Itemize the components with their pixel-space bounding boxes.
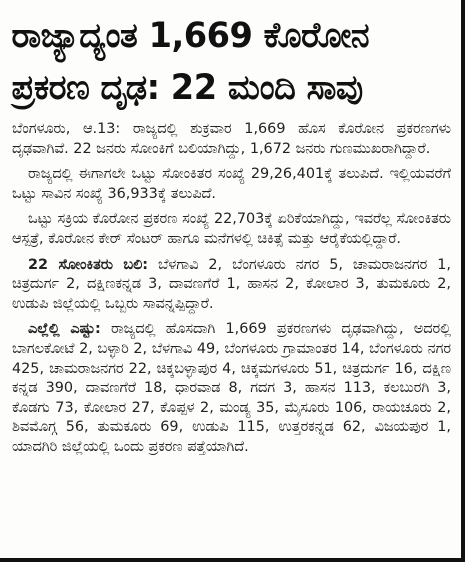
paragraph-district-cases <box>12 320 451 457</box>
headline-line-2: ಪ್ರಕರಣ ದೃಢ: 22 ಮಂದಿ ಸಾವು <box>11 68 363 108</box>
paragraph-total-cases: ರಾಜ್ಯದಲ್ಲಿ ಈಗಾಗಲೇ ಒಟ್ಟು ಸೋಂಕಿತರ ಸಂಖ್ಯೆ 29,26,401ಕ್ಕೆ ತಲುಪಿದೆ. ಇಲ್ಲಿಯವರೆಗೆ ಒಟ್ಟು ಸಾವಿನ ಸಂಖ್ಯೆ 36,933ಕ್ಕೆ ತಲುಪಿದೆ. <box>12 166 451 202</box>
paragraph-active-cases: ಒಟ್ಟು ಸಕ್ರಿಯ ಕೊರೋನ ಪ್ರಕರಣ ಸಂಖ್ಯೆ 22,703ಕ್ಕೆ ಏರಿಕೆಯಾಗಿದ್ದು, ಇವರೆಲ್ಲ ಸೋಂಕಿತರು ಆಸ್ಪತ್ರೆ, ಕೊರೋನ ಕೇರ್ ಸೆಂಟರ್ ಹಾಗೂ ಮನೆಗಳಲ್ಲಿ ಚಿಕಿತ್ಸೆ ಮತ್ತು ಆರೈಕೆಯಲ್ಲಿದ್ದಾರೆ. <box>12 211 451 247</box>
headline-line-1: ರಾಜ್ಯಾದ್ಯಂತ 1,669 ಕೊರೋನ <box>11 16 370 56</box>
headline <box>0 0 443 114</box>
deaths-by-district: ಬೆಳಗಾವಿ 2, ಬೆಂಗಳೂರು ನಗರ 5, ಚಾಮರಾಜನಗರ 1, ಚಿತ್ರದುರ್ಗ 2, ದಕ್ಷಿಣಕನ್ನಡ 3, ದಾವಣಗೆರೆ 1, ಹಾಸನ 2, ಕೋಲಾರ 3, ತುಮಕೂರು 2, ಉಡುಪಿ ಜಿಲ್ಲೆಯಲ್ಲಿ ಒಬ್ಬರು ಸಾವನ್ನಪ್ಪಿದ್ದಾರೆ. <box>12 256 451 312</box>
cases-by-district: ರಾಜ್ಯದಲ್ಲಿ ಹೊಸದಾಗಿ 1,669 ಪ್ರಕರಣಗಳು ದೃಢವಾಗಿದ್ದು, ಅದರಲ್ಲಿ ಬಾಗಲಕೋಟೆ 2, ಬಳ್ಳಾರಿ 2, ಬೆಳಗಾವಿ 49, ಬೆಂಗಳೂರು ಗ್ರಾಮಾಂತರ 14, ಬೆಂಗಳೂರು ನಗರ 425, ಚಾಮರಾಜನಗರ 22, ಚಿಕ್ಕಬಳ್ಳಾಪುರ 4, ಚಿಕ್ಕಮಗಳೂರು 51, ಚಿತ್ರದುರ್ಗ 16, ದಕ್ಷಿಣ ಕನ್ನಡ 390, ದಾವಣಗೆರೆ 18, ಧಾರವಾಡ 8, ಗದಗ 3, ಹಾಸನ 113, ಕಲಬುರಗಿ 3, ಕೊಡಗು 73, ಕೋಲಾರ 27, ಕೊಪ್ಪಳ 2, ಮಂಡ್ಯ 35, ಮೈಸೂರು 106, ರಾಯಚೂರು 2, ಶಿವಮೊಗ್ಗ 56, ತುಮಕೂರು 69, ಉಡುಪಿ 115, ಉತ್ತರಕನ್ನಡ 62, ವಿಜಯಪುರ 1, ಯಾದಗಿರಿ ಜಿಲ್ಲೆಯಲ್ಲಿ ಒಂದು ಪ್ರಕರಣ ಪತ್ತೆಯಾಗಿದೆ. <box>12 321 451 455</box>
paragraph-deaths <box>12 256 451 315</box>
deaths-subheading: 22 ಸೋಂಕಿತರು ಬಲಿ: <box>28 256 149 273</box>
paragraph-dateline: ಬೆಂಗಳೂರು, ಆ.13: ರಾಜ್ಯದಲ್ಲಿ ಶುಕ್ರವಾರ 1,669 ಹೊಸ ಕೊರೋನ ಪ್ರಕರಣಗಳು ದೃಢವಾಗಿವೆ. 22 ಜನರು ಸೋಂಕಿಗೆ ಬಲಿಯಾಗಿದ್ದು, 1,672 ಜನರು ಗುಣಮುಖರಾಗಿದ್ದಾರೆ. <box>12 121 451 157</box>
district-cases-subheading: ಎಲ್ಲೆಲ್ಲಿ ಎಷ್ಟು: <box>28 321 101 338</box>
article-body <box>0 114 461 458</box>
